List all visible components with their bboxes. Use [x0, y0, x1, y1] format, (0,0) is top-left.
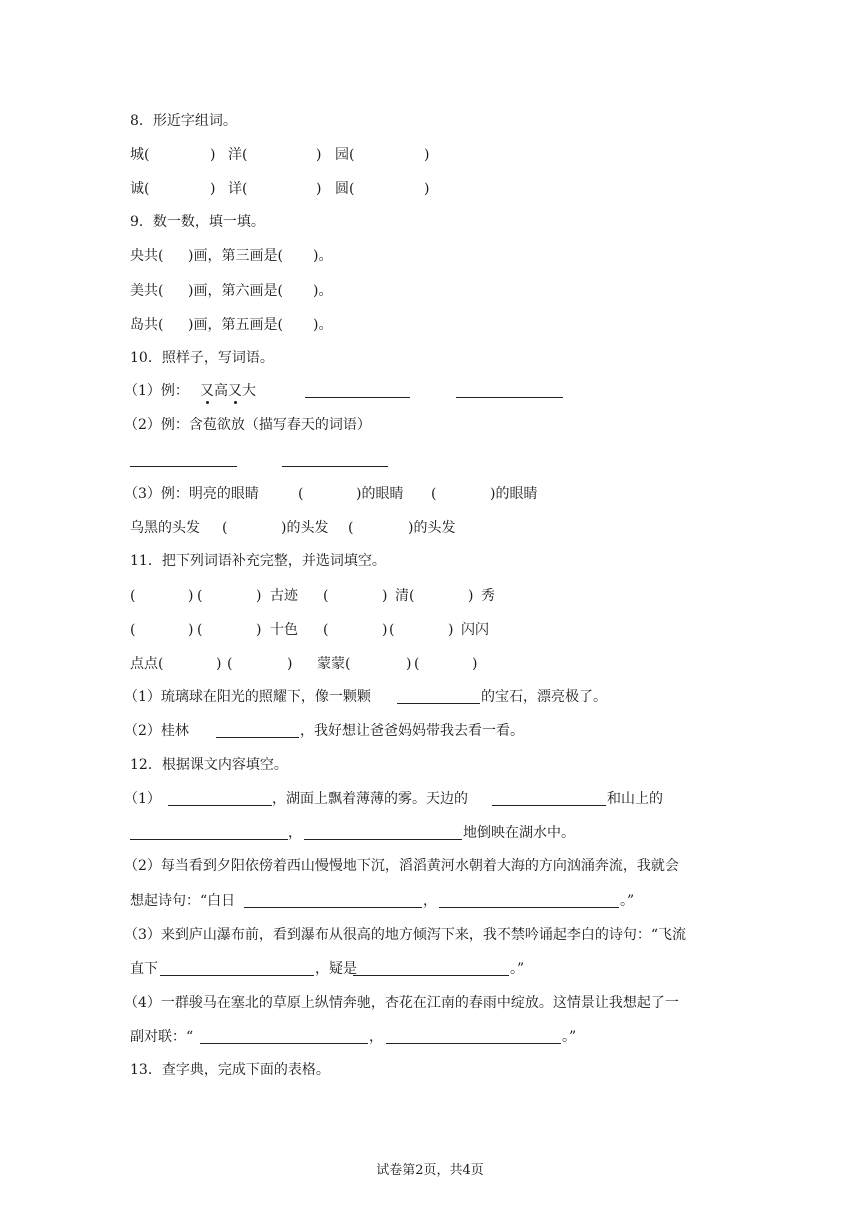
q9-title: 9．数一数，填一填。	[130, 214, 265, 230]
q11-r2-p5: (	[323, 622, 329, 638]
q11-r3-p4: )	[287, 656, 293, 672]
q10-s3-a: )的眼睛	[356, 486, 404, 502]
q11-s2-a: （2）桂林	[124, 723, 189, 739]
q11-r3-p1: 点点(	[130, 656, 164, 672]
q9-l2-c: )。	[313, 283, 333, 299]
q13-title: 13．查字典，完成下面的表格。	[130, 1062, 330, 1078]
q11-r1-p1: (	[130, 588, 136, 604]
q9-l3-b: )画，第五画是(	[188, 317, 283, 333]
q8-r1-c3: 园(	[335, 147, 355, 163]
q8-r1-c3-close: )	[424, 147, 430, 163]
q11-s2-blank[interactable]	[216, 723, 299, 738]
q12-s1-a: （1）	[124, 791, 161, 807]
q11-title: 11．把下列词语补充完整，并选词填空。	[130, 553, 386, 569]
q9-l1-c: )。	[313, 248, 333, 264]
q9-l2-b: )画，第六画是(	[188, 283, 283, 299]
q12-s4-blank-1[interactable]	[200, 1029, 368, 1044]
q12-s3-a: 直下	[130, 961, 158, 977]
q11-r3-p7: (	[414, 656, 420, 672]
q12-s2-a: 想起诗句：“白日	[130, 893, 236, 909]
q12-s1-blank-1[interactable]	[168, 791, 272, 806]
q10-s2-blank-2[interactable]	[282, 452, 388, 467]
q10-title: 10．照样子，写词语。	[130, 350, 274, 366]
q11-r3-p5: 蒙蒙(	[317, 656, 351, 672]
q12-s4-c: 。”	[562, 1029, 577, 1045]
q8-r2-c1-close: )	[210, 181, 216, 197]
q10-s3b-b: )的头发	[408, 520, 456, 536]
q12-s3-b: ，疑是	[315, 961, 357, 977]
q9-l3-c: )。	[313, 317, 333, 333]
q10-s3b-a: )的头发	[281, 520, 329, 536]
q11-r3-p8: )	[472, 656, 478, 672]
q12-s1-e: 地倒映在湖水中。	[463, 825, 575, 841]
q11-r2-p4: )	[256, 622, 262, 638]
q11-r2-p2: )	[188, 622, 194, 638]
q10-s3-open-2: (	[431, 486, 437, 502]
q10-s2: （2）例：含苞欲放（描写春天的词语）	[124, 417, 371, 433]
q10-s1-blank-1[interactable]	[305, 383, 410, 398]
q9-l1-b: )画，第三画是(	[188, 248, 283, 264]
q12-s1-c: 和山上的	[607, 791, 663, 807]
q8-r2-c2-close: )	[316, 181, 322, 197]
q11-r3-p6: )	[406, 656, 412, 672]
q11-r2-word2: 闪闪	[461, 622, 489, 638]
q11-r1-p2: )	[188, 588, 194, 604]
q12-s1-blank-3[interactable]	[130, 825, 288, 840]
q11-r1-p3: (	[197, 588, 203, 604]
q9-l1-a: 央共(	[130, 248, 164, 264]
q12-s4-blank-2[interactable]	[386, 1029, 561, 1044]
q12-s4-b: ，	[369, 1029, 383, 1045]
q10-char: 大	[242, 383, 256, 399]
q12-s2-c: 。”	[620, 893, 635, 909]
q12-s3-c: 。”	[510, 961, 525, 977]
q8-r2-c2: 详(	[228, 181, 248, 197]
q10-dotted-char: 又	[228, 383, 242, 399]
q12-s1-b: ，湖面上飘着薄薄的雾。天边的	[272, 791, 468, 807]
q12-s3-line1: （3）来到庐山瀑布前，看到瀑布从很高的地方倾泻下来，我不禁吟诵起李白的诗句：“飞流	[124, 927, 687, 943]
q12-s3-blank-2[interactable]	[353, 961, 509, 976]
q11-s2-b: ，我好想让爸爸妈妈带我去看一看。	[300, 723, 524, 739]
q11-r1-word2: 秀	[481, 588, 495, 604]
q10-s1-prefix: （1）例：	[124, 383, 189, 399]
q12-s2-blank-1[interactable]	[244, 893, 422, 908]
q10-dotted-char: 又	[200, 383, 214, 399]
q11-s1-a: （1）琉璃球在阳光的照耀下，像一颗颗	[124, 689, 371, 705]
q8-title: 8．形近字组词。	[130, 113, 237, 129]
q11-r3-p3: (	[227, 656, 233, 672]
q10-s1-example	[200, 381, 256, 401]
q11-r2-p8: )	[448, 622, 454, 638]
q11-r3-p2: )	[216, 656, 222, 672]
q12-title: 12．根据课文内容填空。	[130, 757, 288, 773]
q8-r2-c3: 圆(	[335, 181, 355, 197]
q11-r2-p1: (	[130, 622, 136, 638]
q8-r2-c3-close: )	[424, 181, 430, 197]
q8-r2-c1: 诚(	[130, 181, 150, 197]
q10-s1-blank-2[interactable]	[456, 383, 563, 398]
q10-s3b-open-1: (	[222, 520, 228, 536]
q12-s2-blank-2[interactable]	[439, 893, 619, 908]
q11-r1-p8: )	[468, 588, 474, 604]
q12-s1-blank-4[interactable]	[304, 825, 462, 840]
q10-s3b-label: 乌黑的头发	[130, 520, 200, 536]
q11-s1-b: 的宝石，漂亮极了。	[481, 689, 607, 705]
q10-char: 高	[214, 383, 228, 399]
q12-s4-a: 副对联：“	[130, 1029, 194, 1045]
q9-l2-a: 美共(	[130, 283, 164, 299]
q11-r2-p7: (	[389, 622, 395, 638]
q11-r1-p5: (	[323, 588, 329, 604]
q11-r1-word: 古迹	[270, 588, 298, 604]
page-footer: 试卷第2页，共4页	[376, 1163, 484, 1178]
q10-s3b-open-2: (	[348, 520, 354, 536]
q12-s3-blank-1[interactable]	[160, 961, 314, 976]
q11-r1-p4: )	[256, 588, 262, 604]
q11-s1-blank[interactable]	[397, 689, 480, 704]
q12-s2-line1: （2）每当看到夕阳依傍着西山慢慢地下沉，滔滔黄河水朝着大海的方向汹涌奔流，我就会	[124, 858, 679, 874]
q11-r2-p3: (	[197, 622, 203, 638]
q8-r1-c2: 洋(	[228, 147, 248, 163]
q11-r2-word: 十色	[270, 622, 298, 638]
q10-s3-label: （3）例：明亮的眼睛	[124, 486, 259, 502]
q12-s1-blank-2[interactable]	[492, 791, 606, 806]
q10-s2-blank-1[interactable]	[130, 452, 237, 467]
q12-s1-d: ，	[288, 825, 302, 841]
q8-r1-c1-close: )	[210, 147, 216, 163]
q12-s2-b: ，	[423, 893, 437, 909]
q11-r1-p6: )	[382, 588, 388, 604]
q10-s3-open-1: (	[298, 486, 304, 502]
q8-r1-c2-close: )	[316, 147, 322, 163]
q8-r1-c1: 城(	[130, 147, 150, 163]
q10-s3-b: )的眼睛	[490, 486, 538, 502]
q9-l3-a: 岛共(	[130, 317, 164, 333]
q11-r2-p6: )	[382, 622, 388, 638]
q12-s4-line1: （4）一群骏马在塞北的草原上纵情奔驰，杏花在江南的春雨中绽放。这情景让我想起了一	[124, 995, 679, 1011]
q11-r1-p7: 清(	[395, 588, 415, 604]
